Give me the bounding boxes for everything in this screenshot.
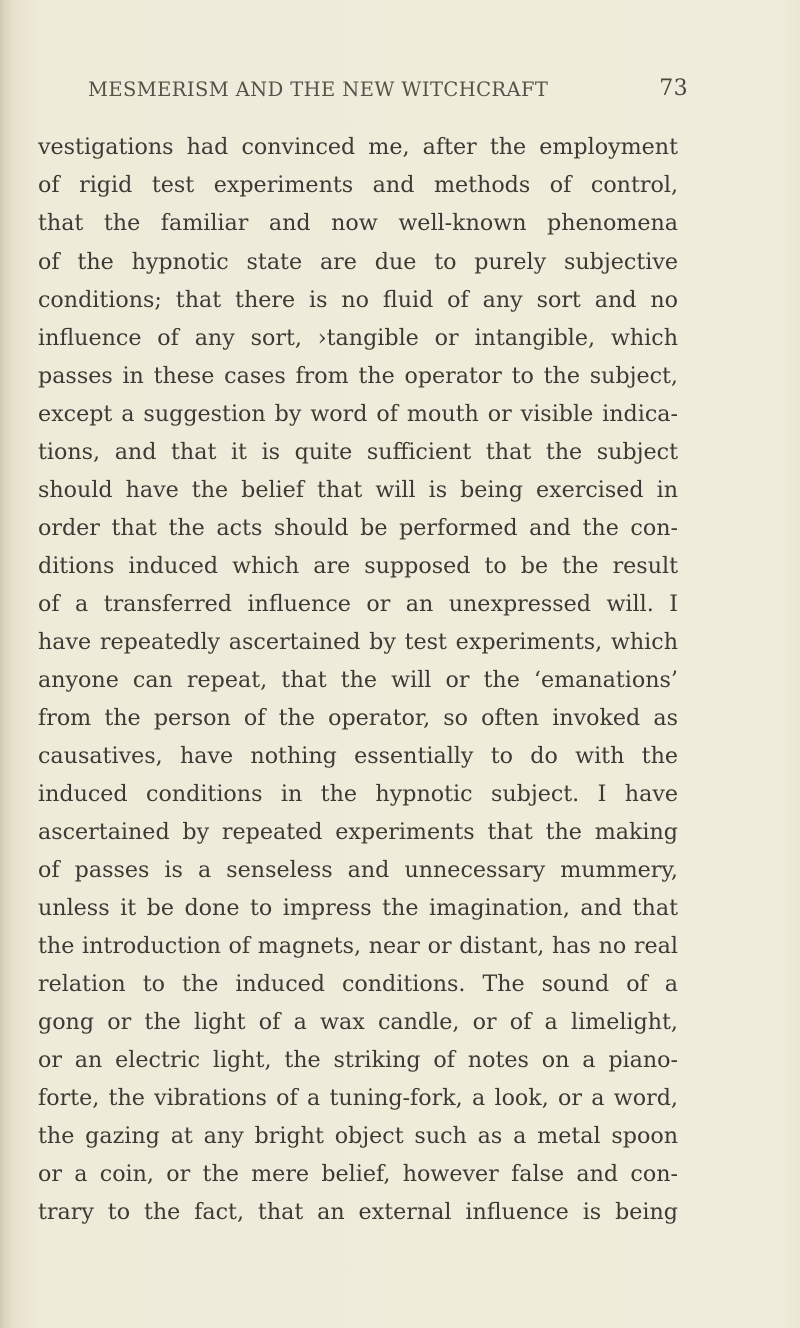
text-line: influence of any sort, ›tangible or intangible, which <box>38 325 678 351</box>
text-line: the gazing at any bright object such as a metal spoon <box>38 1123 678 1149</box>
text-line: ascertained by repeated experiments that the making <box>38 819 678 845</box>
gutter-shadow <box>0 0 12 1328</box>
text-line: except a suggestion by word of mouth or visible indica- <box>38 401 678 427</box>
text-line: or a coin, or the mere belief, however false and con- <box>38 1161 678 1187</box>
running-title: MESMERISM AND THE NEW WITCHCRAFT <box>88 78 549 101</box>
text-line: induced conditions in the hypnotic subject. I have <box>38 781 678 807</box>
text-line: relation to the induced conditions. The sound of a <box>38 971 678 997</box>
text-line: order that the acts should be performed and the con- <box>38 515 678 541</box>
text-line: that the familiar and now well-known phenomena <box>38 210 678 236</box>
text-line: ditions induced which are supposed to be the result <box>38 553 678 579</box>
text-line: causatives, have nothing essentially to do with the <box>38 743 678 769</box>
text-line: vestigations had convinced me, after the employment <box>38 134 678 160</box>
text-line: from the person of the operator, so often invoked as <box>38 705 678 731</box>
text-line: unless it be done to impress the imagination, and that <box>38 895 678 921</box>
text-line: of the hypnotic state are due to purely subjective <box>38 249 678 275</box>
page-number: 73 <box>659 76 688 101</box>
text-line: have repeatedly ascertained by test experiments, which <box>38 629 678 655</box>
running-head <box>88 78 688 108</box>
text-line: trary to the fact, that an external influence is being <box>38 1199 678 1225</box>
text-line: tions, and that it is quite sufficient that the subject <box>38 439 678 465</box>
text-line: gong or the light of a wax candle, or of a limelight, <box>38 1009 678 1035</box>
text-line: should have the belief that will is being exercised in <box>38 477 678 503</box>
text-line: forte, the vibrations of a tuning-fork, a look, or a word, <box>38 1085 678 1111</box>
text-line: the introduction of magnets, near or distant, has no real <box>38 933 678 959</box>
text-line: of a transferred influence or an unexpressed will. I <box>38 591 678 617</box>
text-line: anyone can repeat, that the will or the ‘emanations’ <box>38 667 678 693</box>
text-line: or an electric light, the striking of notes on a piano- <box>38 1047 678 1073</box>
text-line: passes in these cases from the operator to the subject, <box>38 363 678 389</box>
text-line: of rigid test experiments and methods of control, <box>38 172 678 198</box>
text-line: of passes is a senseless and unnecessary mummery, <box>38 857 678 883</box>
text-line: conditions; that there is no fluid of any sort and no <box>38 287 678 313</box>
